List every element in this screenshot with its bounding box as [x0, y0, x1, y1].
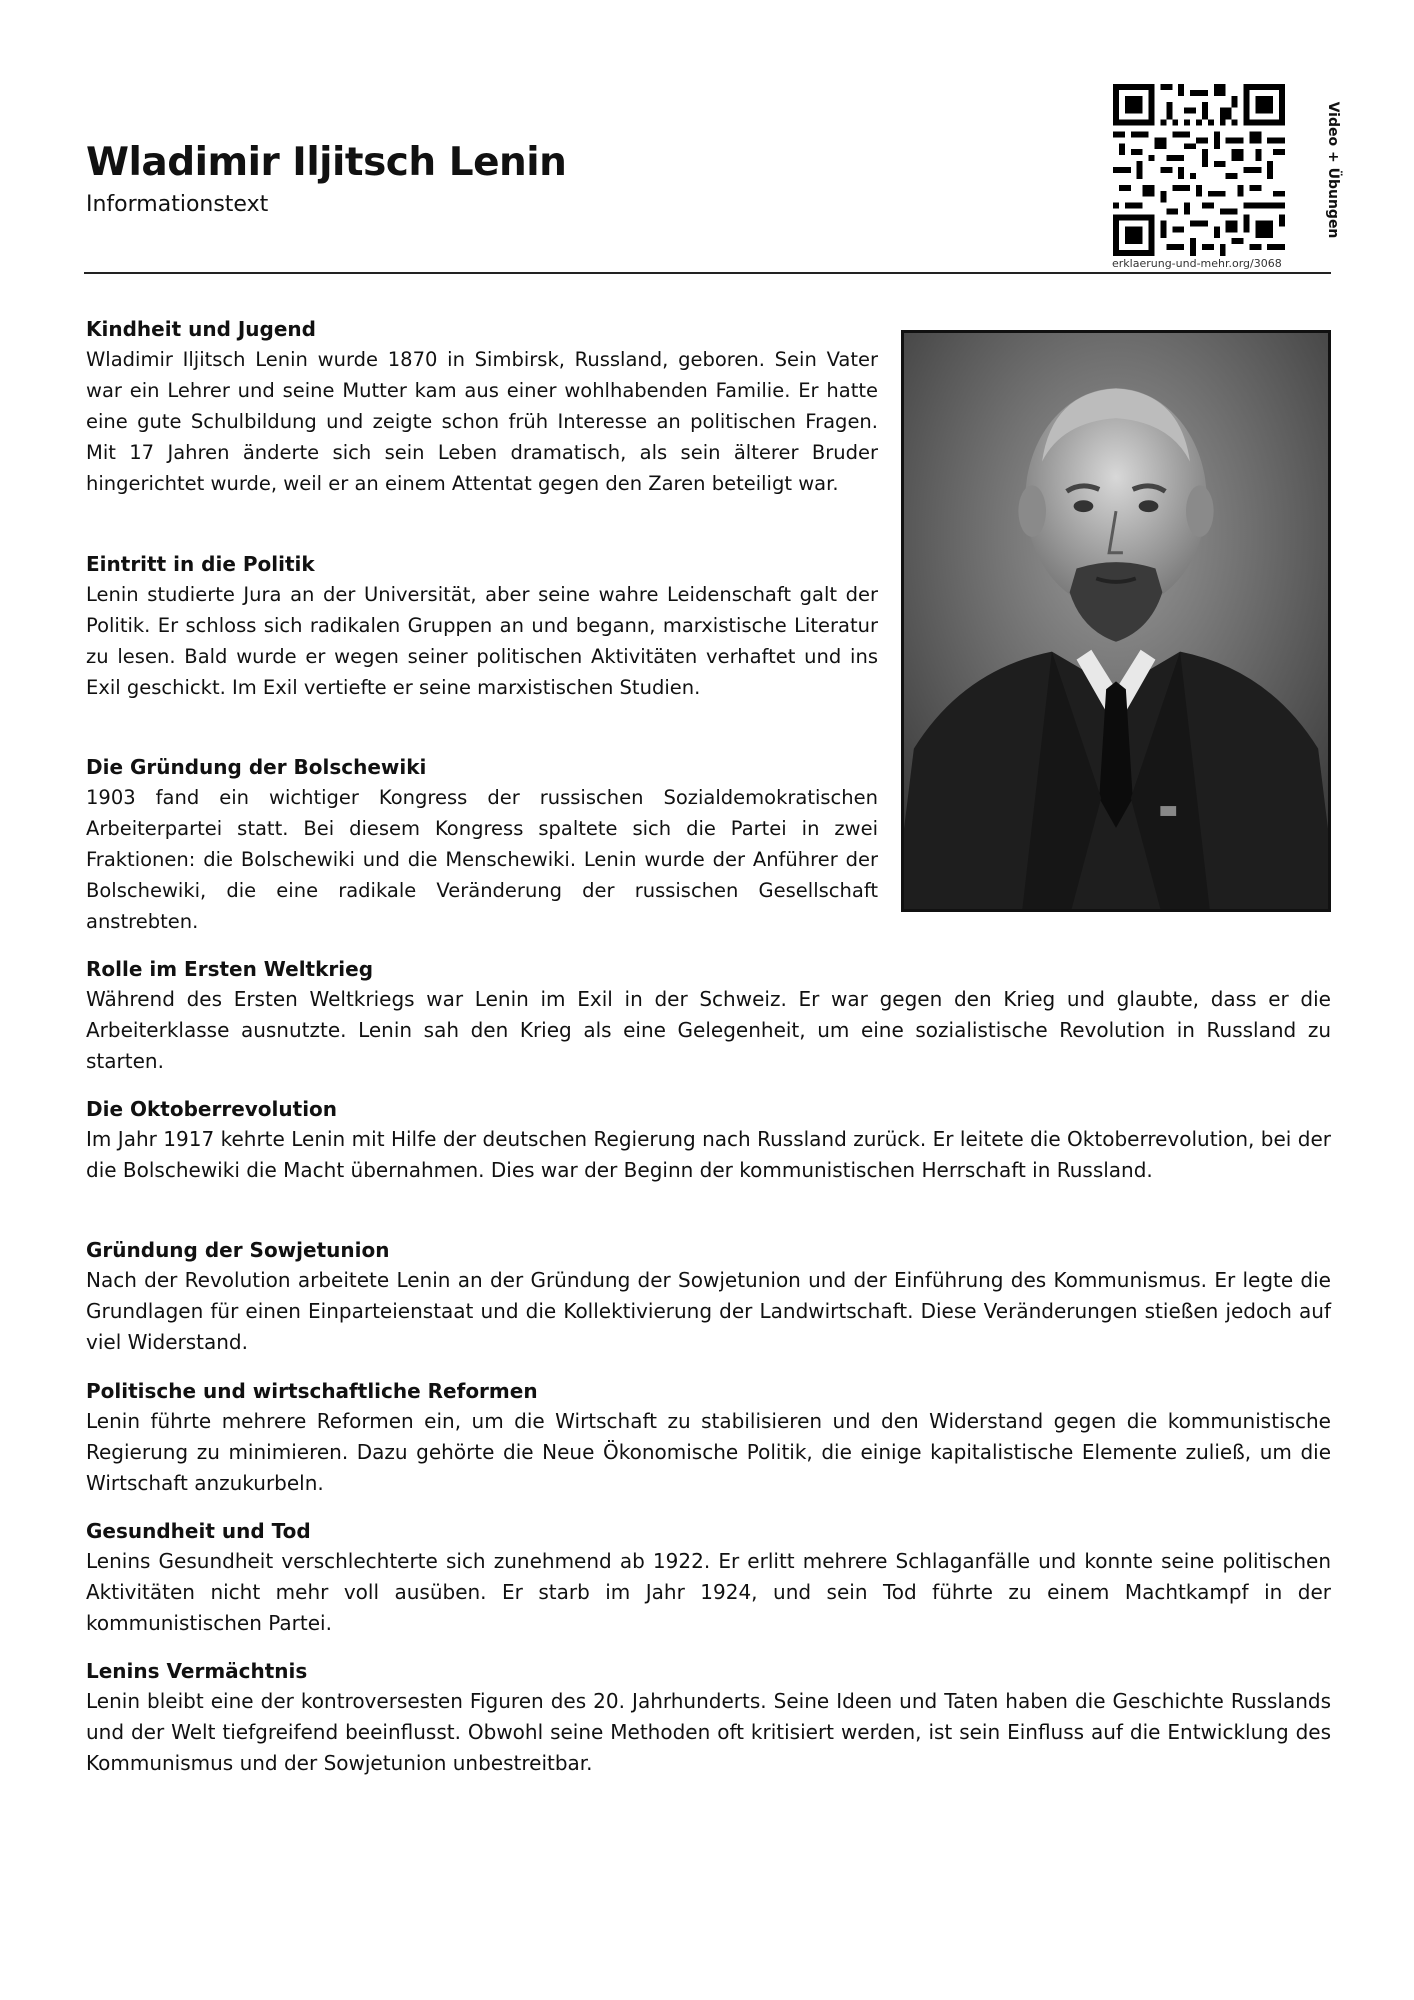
qr-code-graphic	[1113, 84, 1285, 256]
section-vermaechtnis	[86, 1656, 1331, 1779]
section-text: Wladimir Iljitsch Lenin wurde 1870 in Simbirsk, Russland, geboren. Sein Vater war ein Lehrer und seine Mutter kam aus einer wohlhabenden Familie. Er hatte eine gute Schulbildung und zeigte schon früh Interesse an politischen Fragen. Mit 17 Jahren änderte sich sein Leben dramatisch, als sein älterer Bruder hingerichtet wurde, weil er an einem Attentat gegen den Zaren beteiligt war.	[86, 348, 878, 495]
section-sowjetunion	[86, 1235, 1331, 1358]
qr-code[interactable]	[1113, 84, 1285, 256]
section-text: Lenin studierte Jura an der Universität, aber seine wahre Leidenschaft galt der Politik. Er schloss sich radikalen Gruppen an und begann, marxistische Literatur zu lesen. Bald wurde er wegen seiner politischen Aktivitäten verhaftet und ins Exil geschickt. Im Exil vertiefte er seine marxistischen Studien.	[86, 583, 878, 699]
section-text: Nach der Revolution arbeitete Lenin an der Gründung der Sowjetunion und der Einführung des Kommunismus. Er legte die Grundlagen für einen Einparteienstaat und die Kollektivierung der Landwirtschaft. Diese Veränderungen stießen jedoch auf viel Widerstand.	[86, 1268, 1331, 1354]
section-weltkrieg	[86, 954, 1331, 1077]
section-text: Lenins Gesundheit verschlechterte sich zunehmend ab 1922. Er erlitt mehrere Schlaganfälle und konnte seine politischen Aktivitäten nicht mehr voll ausüben. Er starb im Jahr 1924, und sein Tod führte zu einem Machtkampf in der kommunistischen Partei.	[86, 1549, 1331, 1635]
section-heading: Eintritt in die Politik	[86, 552, 315, 576]
section-politik	[86, 549, 878, 703]
section-gesundheit	[86, 1516, 1331, 1639]
section-bolschewiki	[86, 752, 878, 937]
section-reformen	[86, 1376, 1331, 1499]
section-heading: Kindheit und Jugend	[86, 317, 316, 341]
section-heading: Rolle im Ersten Weltkrieg	[86, 957, 374, 981]
portrait-illustration	[904, 333, 1328, 909]
section-heading: Politische und wirtschaftliche Reformen	[86, 1379, 538, 1403]
section-oktoberrevolution	[86, 1094, 1331, 1186]
section-text: Während des Ersten Weltkriegs war Lenin im Exil in der Schweiz. Er war gegen den Krieg und glaubte, dass er die Arbeiterklasse ausnutzte. Lenin sah den Krieg als eine Gelegenheit, um eine sozialistische Revolution in Russland zu starten.	[86, 987, 1331, 1073]
qr-side-label: Video + Übungen	[1325, 101, 1341, 239]
portrait-photo	[901, 330, 1331, 912]
qr-url-label[interactable]: erklaerung-und-mehr.org/3068	[1112, 257, 1282, 270]
header-divider	[84, 272, 1331, 274]
section-heading: Die Gründung der Bolschewiki	[86, 755, 427, 779]
section-text: Lenin bleibt eine der kontroversesten Figuren des 20. Jahrhunderts. Seine Ideen und Taten haben die Geschichte Russlands und der Welt tiefgreifend beeinflusst. Obwohl seine Methoden oft kritisiert werden, ist sein Einfluss auf die Entwicklung des Kommunismus und der Sowjetunion unbestreitbar.	[86, 1689, 1331, 1775]
section-kindheit	[86, 314, 878, 499]
section-heading: Gesundheit und Tod	[86, 1519, 311, 1543]
section-text: 1903 fand ein wichtiger Kongress der russischen Sozialdemokratischen Arbeiterpartei statt. Bei diesem Kongress spaltete sich die Partei in zwei Fraktionen: die Bolschewiki und die Menschewiki. Lenin wurde der Anführer der Bolschewiki, die eine radikale Veränderung der russischen Gesellschaft anstrebten.	[86, 786, 878, 933]
section-heading: Die Oktoberrevolution	[86, 1097, 338, 1121]
section-heading: Lenins Vermächtnis	[86, 1659, 308, 1683]
page-subtitle: Informationstext	[86, 192, 269, 217]
section-heading: Gründung der Sowjetunion	[86, 1238, 390, 1262]
page-title: Wladimir Iljitsch Lenin	[86, 140, 567, 185]
section-text: Lenin führte mehrere Reformen ein, um die Wirtschaft zu stabilisieren und den Widerstand gegen die kommunistische Regierung zu minimieren. Dazu gehörte die Neue Ökonomische Politik, die einige kapitalistische Elemente zuließ, um die Wirtschaft anzukurbeln.	[86, 1409, 1331, 1495]
section-text: Im Jahr 1917 kehrte Lenin mit Hilfe der deutschen Regierung nach Russland zurück. Er leitete die Oktoberrevolution, bei der die Bolschewiki die Macht übernahmen. Dies war der Beginn der kommunistischen Herrschaft in Russland.	[86, 1127, 1331, 1182]
